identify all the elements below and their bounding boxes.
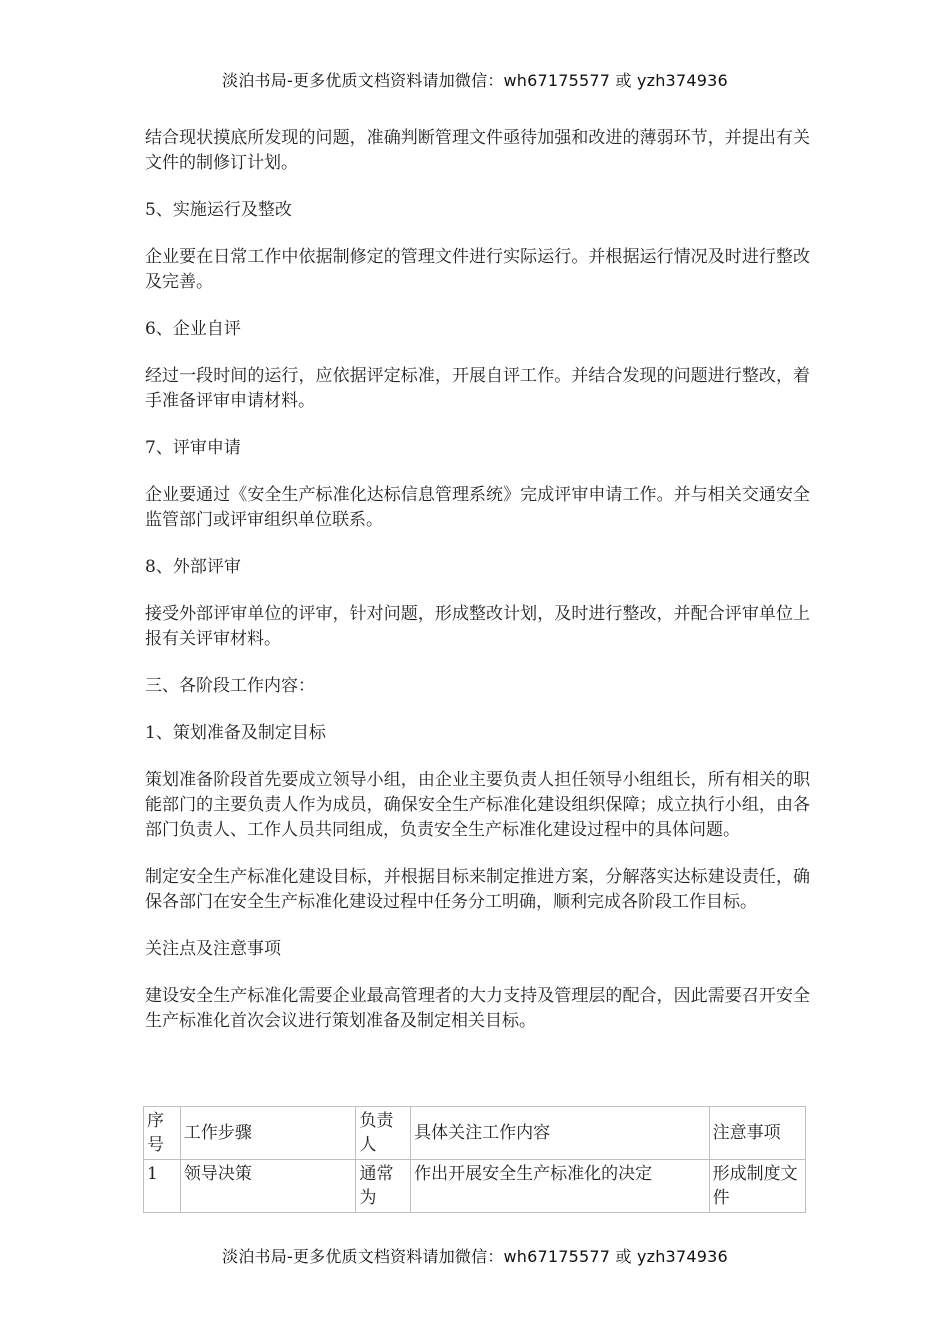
paragraph: 制定安全生产标准化建设目标，并根据目标来制定推进方案，分解落实达标建设责任，确保各部门在安全生产标准化建设过程中任务分工明确，顺利完成各阶段工作目标。 — [145, 867, 810, 912]
section-heading: 6、企业自评 — [145, 319, 241, 339]
paragraph: 经过一段时间的运行，应依据评定标准，开展自评工作。并结合发现的问题进行整改，着手准备评审申请材料。 — [145, 366, 810, 411]
chapter-heading: 三、各阶段工作内容： — [145, 676, 315, 696]
header-cell-step: 工作步骤 — [180, 1107, 356, 1160]
paragraph: 企业要通过《安全生产标准化达标信息管理系统》完成评审申请工作。并与相关交通安全监管部门或评审组织单位联系。 — [145, 485, 810, 530]
table-cell: 作出开展安全生产标准化的决定 — [411, 1160, 709, 1213]
paragraph: 策划准备阶段首先要成立领导小组，由企业主要负责人担任领导小组组长，所有相关的职能部门的主要负责人作为成员，确保安全生产标准化建设组织保障；成立执行小组，由各部门负责人、工作人员共同组成，负责安全生产标准化建设过程中的具体问题。 — [145, 770, 810, 840]
table-header-row — [144, 1107, 806, 1160]
header-cell-notes: 注意事项 — [709, 1107, 805, 1160]
paragraph: 企业要在日常工作中依据制修定的管理文件进行实际运行。并根据运行情况及时进行整改及完善。 — [145, 247, 810, 292]
section-heading: 5、实施运行及整改 — [145, 200, 292, 220]
paragraph: 结合现状摸底所发现的问题，准确判断管理文件亟待加强和改进的薄弱环节，并提出有关文件的制修订计划。 — [145, 128, 810, 173]
section-heading: 关注点及注意事项 — [145, 939, 281, 959]
section-heading: 8、外部评审 — [145, 557, 241, 577]
header-cell-owner: 负责人 — [356, 1107, 411, 1160]
document-body — [145, 126, 810, 1056]
table-cell: 领导决策 — [180, 1160, 356, 1213]
header-cell-index: 序号 — [144, 1107, 181, 1160]
table-cell: 形成制度文件 — [709, 1160, 805, 1213]
table-row — [144, 1160, 806, 1213]
work-steps-table — [143, 1106, 806, 1213]
section-heading: 7、评审申请 — [145, 438, 241, 458]
page-header-watermark: 淡泊书局-更多优质文档资料请加微信：wh67175577 或 yzh374936 — [222, 71, 728, 90]
paragraph: 接受外部评审单位的评审，针对问题，形成整改计划，及时进行整改，并配合评审单位上报有关评审材料。 — [145, 604, 810, 649]
page-footer-watermark: 淡泊书局-更多优质文档资料请加微信：wh67175577 或 yzh374936 — [222, 1247, 728, 1266]
section-heading: 1、策划准备及制定目标 — [145, 723, 326, 743]
table-cell: 通常为 — [356, 1160, 411, 1213]
header-cell-content: 具体关注工作内容 — [411, 1107, 709, 1160]
paragraph: 建设安全生产标准化需要企业最高管理者的大力支持及管理层的配合，因此需要召开安全生产标准化首次会议进行策划准备及制定相关目标。 — [145, 986, 810, 1031]
table-cell: 1 — [144, 1160, 181, 1213]
